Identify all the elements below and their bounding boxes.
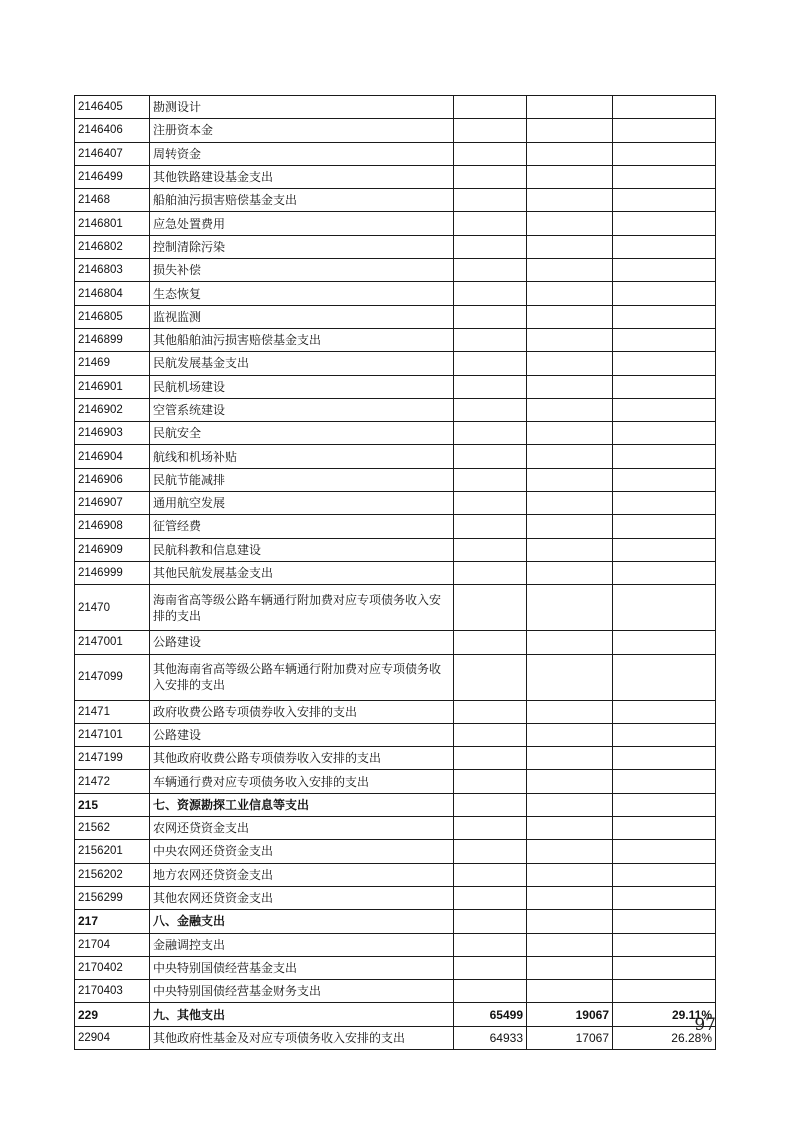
percent-cell (613, 631, 716, 654)
item-code-cell: 2146802 (75, 235, 150, 258)
value-1-cell (454, 886, 527, 909)
percent-cell (613, 189, 716, 212)
value-2-cell (527, 840, 613, 863)
item-code-cell: 2147101 (75, 723, 150, 746)
item-name-cell: 金融调控支出 (150, 933, 454, 956)
item-code-cell: 2146405 (75, 96, 150, 119)
item-name-cell: 其他政府收费公路专项债券收入安排的支出 (150, 747, 454, 770)
table-row (75, 747, 716, 770)
item-name-cell: 船舶油污损害赔偿基金支出 (150, 189, 454, 212)
item-code-cell: 21470 (75, 585, 150, 631)
budget-table-body (75, 96, 716, 1050)
value-2-cell (527, 863, 613, 886)
table-row (75, 1003, 716, 1026)
value-2-cell (527, 910, 613, 933)
value-1-cell (454, 235, 527, 258)
item-name-cell: 政府收费公路专项债券收入安排的支出 (150, 700, 454, 723)
table-row (75, 515, 716, 538)
table-row (75, 863, 716, 886)
item-code-cell: 2146904 (75, 445, 150, 468)
value-1-cell (454, 956, 527, 979)
value-1-cell (454, 375, 527, 398)
table-row (75, 770, 716, 793)
item-code-cell: 2146907 (75, 492, 150, 515)
table-row (75, 375, 716, 398)
value-2-cell (527, 723, 613, 746)
value-2-cell (527, 398, 613, 421)
percent-cell (613, 375, 716, 398)
item-name-cell: 民航机场建设 (150, 375, 454, 398)
table-row (75, 980, 716, 1003)
item-name-cell: 民航发展基金支出 (150, 352, 454, 375)
item-name-cell: 公路建设 (150, 631, 454, 654)
value-1-cell (454, 980, 527, 1003)
item-name-cell: 民航科教和信息建设 (150, 538, 454, 561)
value-2-cell (527, 282, 613, 305)
value-1-cell (454, 770, 527, 793)
value-2-cell (527, 700, 613, 723)
percent-cell (613, 980, 716, 1003)
item-name-cell: 控制清除污染 (150, 235, 454, 258)
item-code-cell: 2146908 (75, 515, 150, 538)
item-name-cell: 应急处置费用 (150, 212, 454, 235)
item-name-cell: 其他铁路建设基金支出 (150, 165, 454, 188)
item-name-cell: 注册资本金 (150, 119, 454, 142)
item-code-cell: 2170403 (75, 980, 150, 1003)
value-1-cell (454, 189, 527, 212)
value-1-cell (454, 398, 527, 421)
item-name-cell: 空管系统建设 (150, 398, 454, 421)
item-code-cell: 229 (75, 1003, 150, 1026)
value-2-cell: 19067 (527, 1003, 613, 1026)
table-row (75, 165, 716, 188)
item-name-cell: 勘测设计 (150, 96, 454, 119)
value-2-cell (527, 561, 613, 584)
percent-cell (613, 352, 716, 375)
percent-cell (613, 538, 716, 561)
value-2-cell (527, 235, 613, 258)
value-1-cell (454, 492, 527, 515)
table-row (75, 631, 716, 654)
item-code-cell: 2146901 (75, 375, 150, 398)
percent-cell (613, 585, 716, 631)
value-1-cell (454, 328, 527, 351)
table-row (75, 96, 716, 119)
item-name-cell: 中央农网还贷资金支出 (150, 840, 454, 863)
percent-cell (613, 723, 716, 746)
value-2-cell (527, 189, 613, 212)
value-1-cell (454, 840, 527, 863)
value-1-cell: 64933 (454, 1026, 527, 1049)
item-code-cell: 2156201 (75, 840, 150, 863)
table-row (75, 352, 716, 375)
percent-cell (613, 235, 716, 258)
table-row (75, 235, 716, 258)
item-code-cell: 2146804 (75, 282, 150, 305)
table-row (75, 933, 716, 956)
value-2-cell (527, 515, 613, 538)
percent-cell (613, 700, 716, 723)
item-name-cell: 征管经费 (150, 515, 454, 538)
value-2-cell (527, 585, 613, 631)
percent-cell (613, 933, 716, 956)
item-code-cell: 2146903 (75, 422, 150, 445)
item-name-cell: 车辆通行费对应专项债务收入安排的支出 (150, 770, 454, 793)
value-1-cell (454, 817, 527, 840)
table-row (75, 886, 716, 909)
item-name-cell: 民航安全 (150, 422, 454, 445)
item-name-cell: 农网还贷资金支出 (150, 817, 454, 840)
percent-cell (613, 654, 716, 700)
item-name-cell: 其他农网还贷资金支出 (150, 886, 454, 909)
item-name-cell: 生态恢复 (150, 282, 454, 305)
value-1-cell (454, 654, 527, 700)
table-row (75, 1026, 716, 1049)
percent-cell (613, 817, 716, 840)
item-name-cell: 中央特别国债经营基金支出 (150, 956, 454, 979)
item-name-cell: 公路建设 (150, 723, 454, 746)
value-2-cell (527, 654, 613, 700)
value-2-cell (527, 933, 613, 956)
item-code-cell: 2146499 (75, 165, 150, 188)
item-code-cell: 22904 (75, 1026, 150, 1049)
value-1-cell (454, 142, 527, 165)
percent-cell (613, 956, 716, 979)
value-1-cell (454, 352, 527, 375)
value-1-cell (454, 305, 527, 328)
percent-cell (613, 259, 716, 282)
item-code-cell: 2146805 (75, 305, 150, 328)
value-2-cell (527, 352, 613, 375)
value-2-cell (527, 305, 613, 328)
item-code-cell: 2146899 (75, 328, 150, 351)
item-name-cell: 地方农网还贷资金支出 (150, 863, 454, 886)
item-name-cell: 中央特别国债经营基金财务支出 (150, 980, 454, 1003)
value-2-cell (527, 770, 613, 793)
value-2-cell (527, 817, 613, 840)
value-1-cell (454, 538, 527, 561)
table-row (75, 212, 716, 235)
table-row (75, 422, 716, 445)
item-code-cell: 2147099 (75, 654, 150, 700)
item-code-cell: 2146407 (75, 142, 150, 165)
percent-cell (613, 96, 716, 119)
percent-cell (613, 515, 716, 538)
table-row (75, 119, 716, 142)
value-1-cell (454, 282, 527, 305)
table-row (75, 282, 716, 305)
table-row (75, 398, 716, 421)
percent-cell (613, 142, 716, 165)
value-1-cell (454, 793, 527, 816)
value-2-cell (527, 119, 613, 142)
percent-cell (613, 305, 716, 328)
item-code-cell: 217 (75, 910, 150, 933)
table-row (75, 561, 716, 584)
item-code-cell: 21704 (75, 933, 150, 956)
page-number: 97 (694, 1015, 716, 1035)
value-1-cell (454, 561, 527, 584)
percent-cell (613, 422, 716, 445)
value-2-cell (527, 631, 613, 654)
item-name-cell: 通用航空发展 (150, 492, 454, 515)
value-1-cell: 65499 (454, 1003, 527, 1026)
value-1-cell (454, 96, 527, 119)
item-code-cell: 2156202 (75, 863, 150, 886)
item-code-cell: 21469 (75, 352, 150, 375)
value-2-cell (527, 375, 613, 398)
table-row (75, 305, 716, 328)
item-code-cell: 2146909 (75, 538, 150, 561)
value-2-cell (527, 328, 613, 351)
percent-cell (613, 119, 716, 142)
value-1-cell (454, 723, 527, 746)
table-row (75, 840, 716, 863)
value-1-cell (454, 259, 527, 282)
value-1-cell (454, 700, 527, 723)
table-row (75, 654, 716, 700)
value-1-cell (454, 910, 527, 933)
table-row (75, 793, 716, 816)
value-1-cell (454, 933, 527, 956)
value-1-cell (454, 212, 527, 235)
value-2-cell (527, 96, 613, 119)
percent-cell (613, 770, 716, 793)
item-code-cell: 2146803 (75, 259, 150, 282)
percent-cell (613, 445, 716, 468)
percent-cell (613, 886, 716, 909)
item-name-cell: 七、资源勘探工业信息等支出 (150, 793, 454, 816)
item-name-cell: 其他船舶油污损害赔偿基金支出 (150, 328, 454, 351)
table-row (75, 585, 716, 631)
value-2-cell (527, 259, 613, 282)
value-2-cell (527, 980, 613, 1003)
item-name-cell: 航线和机场补贴 (150, 445, 454, 468)
value-1-cell (454, 422, 527, 445)
item-code-cell: 21472 (75, 770, 150, 793)
value-1-cell (454, 445, 527, 468)
value-1-cell (454, 468, 527, 491)
item-name-cell: 其他政府性基金及对应专项债务收入安排的支出 (150, 1026, 454, 1049)
percent-cell (613, 561, 716, 584)
table-row (75, 328, 716, 351)
table-row (75, 723, 716, 746)
table-row (75, 538, 716, 561)
table-row (75, 445, 716, 468)
percent-cell (613, 840, 716, 863)
item-code-cell: 2170402 (75, 956, 150, 979)
value-1-cell (454, 165, 527, 188)
value-2-cell: 17067 (527, 1026, 613, 1049)
percent-cell (613, 492, 716, 515)
value-2-cell (527, 212, 613, 235)
item-name-cell: 其他海南省高等级公路车辆通行附加费对应专项债务收入安排的支出 (150, 654, 454, 700)
value-2-cell (527, 886, 613, 909)
item-code-cell: 21562 (75, 817, 150, 840)
item-code-cell: 2147199 (75, 747, 150, 770)
item-name-cell: 海南省高等级公路车辆通行附加费对应专项债务收入安排的支出 (150, 585, 454, 631)
table-row (75, 189, 716, 212)
value-2-cell (527, 747, 613, 770)
value-2-cell (527, 793, 613, 816)
item-code-cell: 2147001 (75, 631, 150, 654)
item-code-cell: 2146902 (75, 398, 150, 421)
table-row (75, 492, 716, 515)
value-1-cell (454, 585, 527, 631)
percent-cell (613, 793, 716, 816)
item-name-cell: 损失补偿 (150, 259, 454, 282)
item-code-cell: 21468 (75, 189, 150, 212)
value-1-cell (454, 863, 527, 886)
table-row (75, 910, 716, 933)
percent-cell: 26.28% (613, 1026, 716, 1049)
value-2-cell (527, 165, 613, 188)
value-2-cell (527, 468, 613, 491)
item-code-cell: 2146999 (75, 561, 150, 584)
value-2-cell (527, 445, 613, 468)
percent-cell (613, 863, 716, 886)
table-row (75, 468, 716, 491)
budget-table (74, 95, 716, 1050)
item-code-cell: 2146906 (75, 468, 150, 491)
percent-cell (613, 282, 716, 305)
item-code-cell: 2146801 (75, 212, 150, 235)
item-name-cell: 监视监测 (150, 305, 454, 328)
item-name-cell: 周转资金 (150, 142, 454, 165)
item-name-cell: 其他民航发展基金支出 (150, 561, 454, 584)
value-2-cell (527, 956, 613, 979)
percent-cell (613, 910, 716, 933)
value-1-cell (454, 631, 527, 654)
value-1-cell (454, 747, 527, 770)
percent-cell (613, 398, 716, 421)
item-name-cell: 民航节能减排 (150, 468, 454, 491)
table-row (75, 817, 716, 840)
table-row (75, 142, 716, 165)
percent-cell (613, 747, 716, 770)
table-row (75, 956, 716, 979)
value-1-cell (454, 119, 527, 142)
value-2-cell (527, 142, 613, 165)
percent-cell (613, 468, 716, 491)
item-code-cell: 21471 (75, 700, 150, 723)
table-row (75, 700, 716, 723)
item-code-cell: 2156299 (75, 886, 150, 909)
value-2-cell (527, 538, 613, 561)
percent-cell (613, 212, 716, 235)
value-2-cell (527, 492, 613, 515)
percent-cell: 29.11% (613, 1003, 716, 1026)
item-name-cell: 八、金融支出 (150, 910, 454, 933)
percent-cell (613, 328, 716, 351)
item-code-cell: 215 (75, 793, 150, 816)
value-1-cell (454, 515, 527, 538)
item-code-cell: 2146406 (75, 119, 150, 142)
item-name-cell: 九、其他支出 (150, 1003, 454, 1026)
value-2-cell (527, 422, 613, 445)
table-row (75, 259, 716, 282)
percent-cell (613, 165, 716, 188)
